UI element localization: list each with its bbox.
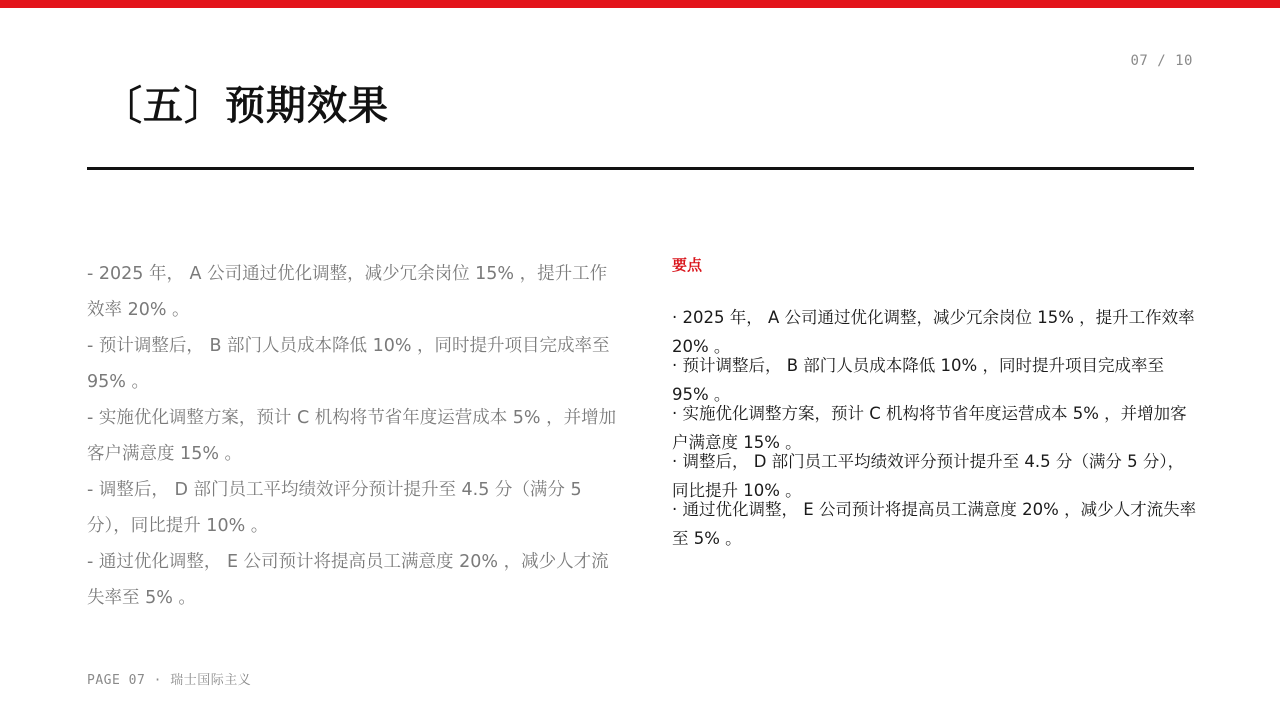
page-footer: PAGE 07 · 瑞士国际主义: [87, 673, 252, 688]
list-item: - 调整后， D 部门员工平均绩效评分预计提升至 4.5 分（满分 5 分），同比提升 10% 。: [87, 480, 582, 536]
list-item: - 通过优化调整， E 公司预计将提高员工满意度 20% ，减少人才流失率至 5% 。: [87, 552, 609, 608]
left-bullet-list: [87, 256, 617, 616]
title-divider: [87, 167, 1194, 170]
list-item: - 实施优化调整方案，预计 C 机构将节省年度运营成本 5% ，并增加客户满意度 15% 。: [87, 408, 617, 464]
top-accent-bar: [0, 0, 1280, 8]
list-item: · 2025 年， A 公司通过优化调整，减少冗余岗位 15% ，提升工作效率 20% 。: [672, 308, 1195, 356]
list-item: · 预计调整后， B 部门人员成本降低 10% ，同时提升项目完成率至 95% 。: [672, 356, 1164, 404]
keypoints-list: [672, 303, 1200, 548]
page-indicator: 07 / 10: [1130, 53, 1193, 69]
list-item: - 预计调整后， B 部门人员成本降低 10% ，同时提升项目完成率至 95% 。: [87, 336, 610, 392]
list-item: · 通过优化调整， E 公司预计将提高员工满意度 20% ，减少人才流失率至 5% 。: [672, 500, 1197, 548]
list-item: - 2025 年， A 公司通过优化调整，减少冗余岗位 15% ，提升工作效率 20% 。: [87, 264, 608, 320]
page-title: 〔五〕预期效果: [102, 83, 389, 129]
list-item: · 调整后， D 部门员工平均绩效评分预计提升至 4.5 分（满分 5 分），同比提升 10% 。: [672, 452, 1185, 500]
keypoints-heading: 要点: [672, 256, 703, 274]
list-item: · 实施优化调整方案，预计 C 机构将节省年度运营成本 5% ，并增加客户满意度 15% 。: [672, 404, 1187, 452]
